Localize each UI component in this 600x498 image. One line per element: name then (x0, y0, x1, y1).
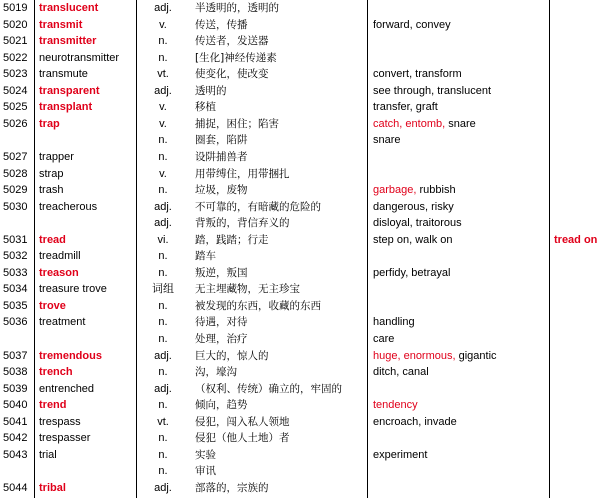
table-row (0, 265, 600, 282)
synonyms-plain: see through, translucent (373, 84, 492, 97)
chinese-definition: 踏车 (195, 250, 216, 263)
chinese-definition: （权利、传统）确立的，牢固的 (195, 382, 342, 395)
chinese-definition: 部落的，宗族的 (195, 481, 269, 494)
part-of-speech: adj. (154, 2, 172, 14)
table-row (0, 166, 600, 183)
part-of-speech: v. (159, 117, 167, 130)
part-of-speech: 词组 (152, 283, 174, 296)
synonyms-plain: dangerous, risky (373, 200, 454, 213)
entry-number: 5027 (3, 150, 28, 163)
headword: treatment (39, 316, 86, 329)
part-of-speech: v. (159, 101, 167, 114)
synonyms (373, 480, 548, 497)
synonyms-plain: handling (373, 316, 415, 329)
table-row (0, 447, 600, 464)
headword: transmit (39, 18, 83, 31)
headword (39, 463, 134, 480)
synonyms-plain: gigantic (455, 349, 497, 362)
table-row (0, 132, 600, 149)
table-row (0, 66, 600, 83)
synonyms (373, 298, 548, 315)
headword: trap (39, 117, 60, 130)
table-row (0, 430, 600, 447)
synonyms (373, 17, 548, 34)
synonyms (373, 132, 548, 149)
synonyms-plain: transfer, graft (373, 101, 438, 114)
headword: treadmill (39, 250, 81, 263)
chinese-definition: 用带缚住，用带捆扎 (195, 167, 290, 180)
synonyms-plain: forward, convey (373, 18, 451, 31)
table-row (0, 463, 600, 480)
chinese-definition: 倾向，趋势 (195, 399, 248, 412)
entry-number: 5031 (3, 233, 28, 246)
entry-number: 5034 (3, 283, 28, 296)
synonyms (373, 33, 548, 50)
headword: trespass (39, 415, 81, 428)
entry-number: 5041 (3, 415, 28, 428)
headword: treason (39, 266, 79, 279)
synonyms-plain: snare (373, 134, 401, 147)
synonyms (373, 182, 548, 199)
table-row (0, 149, 600, 166)
synonyms (373, 248, 548, 265)
synonyms (373, 414, 548, 431)
table-row (0, 298, 600, 315)
table-row (0, 248, 600, 265)
table-row (0, 232, 600, 249)
headword: strap (39, 167, 64, 180)
entry-number: 5038 (3, 366, 28, 379)
table-row (0, 33, 600, 50)
headword: treasure trove (39, 283, 107, 296)
headword: trespasser (39, 432, 91, 445)
entry-number: 5021 (3, 35, 28, 48)
headword: transmitter (39, 35, 97, 48)
entry-number: 5032 (3, 250, 28, 263)
entry-number: 5022 (3, 51, 28, 64)
table-row (0, 381, 600, 398)
part-of-speech: n. (158, 250, 168, 263)
part-of-speech: adj. (154, 84, 172, 97)
synonyms-plain: convert, transform (373, 68, 462, 81)
entry-number: 5019 (3, 2, 28, 14)
chinese-definition: 踏，践踏；行走 (195, 233, 269, 246)
entry-number: 5023 (3, 68, 28, 81)
synonyms-plain: step on, walk on (373, 233, 453, 246)
chinese-definition: 捕捉，困住；陷害 (195, 117, 279, 130)
chinese-definition: 背叛的，背信弃义的 (195, 217, 290, 230)
synonyms (373, 331, 548, 348)
part-of-speech: n. (158, 448, 168, 461)
part-of-speech: n. (158, 366, 168, 379)
synonyms (373, 50, 548, 67)
synonyms-plain: disloyal, traitorous (373, 217, 462, 230)
part-of-speech: adj. (154, 481, 172, 494)
synonyms (373, 66, 548, 83)
part-of-speech: n. (158, 35, 168, 48)
headword: tremendous (39, 349, 102, 362)
table-row (0, 116, 600, 133)
entry-number: 5040 (3, 399, 28, 412)
chinese-definition: 审讯 (195, 465, 216, 478)
headword (39, 215, 134, 232)
synonyms-plain: snare (445, 117, 476, 130)
synonyms (373, 83, 548, 100)
headword: translucent (39, 2, 99, 14)
part-of-speech: vt. (157, 68, 169, 81)
headword: entrenched (39, 382, 95, 395)
part-of-speech: adj. (154, 217, 172, 230)
part-of-speech: v. (159, 18, 167, 31)
table-row (0, 281, 600, 298)
headword: trend (39, 399, 67, 412)
chinese-definition: 待遇，对待 (195, 316, 248, 329)
synonyms (373, 463, 548, 480)
synonyms (373, 116, 548, 133)
synonyms (373, 364, 548, 381)
table-row (0, 83, 600, 100)
entry-number: 5036 (3, 316, 28, 329)
table-row (0, 215, 600, 232)
synonyms (373, 0, 548, 17)
synonyms-highlighted: huge, enormous, (373, 349, 456, 362)
chinese-definition: 设阱捕兽者 (195, 150, 248, 163)
part-of-speech: adj. (154, 200, 172, 213)
synonyms-plain: encroach, invade (373, 415, 457, 428)
part-of-speech: n. (158, 299, 168, 312)
headword: trash (39, 184, 64, 197)
synonyms-highlighted: catch, entomb, (373, 117, 446, 130)
chinese-definition: 使变化，使改变 (195, 68, 269, 81)
synonyms (373, 348, 548, 365)
chinese-definition: 巨大的，惊人的 (195, 349, 269, 362)
chinese-definition: 沟，壕沟 (195, 366, 237, 379)
chinese-definition: 叛逆，叛国 (195, 266, 248, 279)
entry-number: 5025 (3, 101, 28, 114)
chinese-definition: 实验 (195, 448, 216, 461)
part-of-speech: n. (158, 184, 168, 197)
part-of-speech: n. (158, 150, 168, 163)
table-row (0, 348, 600, 365)
chinese-definition: 垃圾，废物 (195, 184, 248, 197)
part-of-speech: adj. (154, 382, 172, 395)
synonyms-plain: rubbish (416, 184, 456, 197)
headword: transparent (39, 84, 100, 97)
synonyms (373, 232, 548, 249)
part-of-speech: n. (158, 333, 168, 345)
entry-number (3, 215, 33, 232)
entry-number (3, 132, 33, 149)
headword: trial (39, 448, 57, 461)
synonyms-plain: experiment (373, 448, 428, 461)
chinese-definition: 移植 (195, 101, 216, 114)
entry-number: 5030 (3, 200, 28, 213)
chinese-definition: 处理，治疗 (195, 333, 248, 345)
part-of-speech: n. (158, 432, 168, 445)
chinese-definition: [生化]神经传递素 (195, 51, 277, 64)
synonyms-plain: care (373, 333, 395, 345)
headword: transplant (39, 101, 93, 114)
chinese-definition: 侵犯，闯入私人领地 (195, 415, 290, 428)
part-of-speech: n. (158, 465, 168, 478)
table-row (0, 99, 600, 116)
part-of-speech: vi. (157, 233, 169, 246)
part-of-speech: n. (158, 266, 168, 279)
synonyms (373, 430, 548, 447)
synonyms (373, 314, 548, 331)
synonyms (373, 166, 548, 183)
headword: trove (39, 299, 66, 312)
entry-number: 5024 (3, 84, 28, 97)
entry-number: 5042 (3, 432, 28, 445)
synonyms (373, 99, 548, 116)
part-of-speech: n. (158, 316, 168, 329)
chinese-definition: 半透明的，透明的 (195, 2, 279, 14)
synonyms (373, 447, 548, 464)
synonyms (373, 149, 548, 166)
synonyms-plain: ditch, canal (373, 366, 429, 379)
table-row (0, 17, 600, 34)
headword: treacherous (39, 200, 98, 213)
table-row (0, 480, 600, 497)
part-of-speech: n. (158, 399, 168, 412)
chinese-definition: 传送，传播 (195, 18, 248, 31)
chinese-definition: 传送者，发送器 (195, 35, 269, 48)
synonyms (373, 397, 548, 414)
table-row (0, 414, 600, 431)
synonyms (373, 265, 548, 282)
entry-number: 5028 (3, 167, 28, 180)
part-of-speech: vt. (157, 415, 169, 428)
entry-number (3, 331, 33, 348)
entry-number: 5043 (3, 448, 28, 461)
headword: trench (39, 366, 73, 379)
headword: transmute (39, 68, 88, 81)
part-of-speech: adj. (154, 349, 172, 362)
synonyms-plain: perfidy, betrayal (373, 266, 451, 279)
table-row (0, 331, 600, 348)
entry-number: 5026 (3, 117, 28, 130)
related-phrase: tread on (554, 233, 598, 246)
table-row (0, 199, 600, 216)
chinese-definition: 无主埋藏物，无主珍宝 (195, 283, 300, 296)
chinese-definition: 被发现的东西，收藏的东西 (195, 299, 321, 312)
synonyms (373, 281, 548, 298)
synonyms-highlighted: garbage, (373, 184, 417, 197)
synonyms (373, 199, 548, 216)
part-of-speech: v. (159, 167, 167, 180)
chinese-definition: 不可靠的，有暗藏的危险的 (195, 200, 321, 213)
synonyms (373, 215, 548, 232)
entry-number (3, 463, 33, 480)
entry-number: 5039 (3, 382, 28, 395)
headword: trapper (39, 150, 74, 163)
headword (39, 132, 134, 149)
table-row (0, 364, 600, 381)
headword: tribal (39, 481, 66, 494)
headword: neurotransmitter (39, 51, 120, 64)
headword: tread (39, 233, 66, 246)
table-row (0, 50, 600, 67)
table-row (0, 182, 600, 199)
entry-number: 5044 (3, 481, 28, 494)
entry-number: 5029 (3, 184, 28, 197)
entry-number: 5037 (3, 349, 28, 362)
table-row (0, 0, 600, 17)
part-of-speech: n. (158, 51, 168, 64)
entry-number: 5020 (3, 18, 28, 31)
chinese-definition: 透明的 (195, 84, 227, 97)
synonyms (373, 381, 548, 398)
table-row (0, 314, 600, 331)
entry-number: 5035 (3, 299, 28, 312)
synonyms-highlighted: tendency (373, 399, 418, 412)
table-row (0, 397, 600, 414)
entry-number: 5033 (3, 266, 28, 279)
chinese-definition: 侵犯（他人土地）者 (195, 432, 290, 445)
chinese-definition: 圈套，陷阱 (195, 134, 248, 147)
part-of-speech: n. (158, 134, 168, 147)
headword (39, 331, 134, 348)
